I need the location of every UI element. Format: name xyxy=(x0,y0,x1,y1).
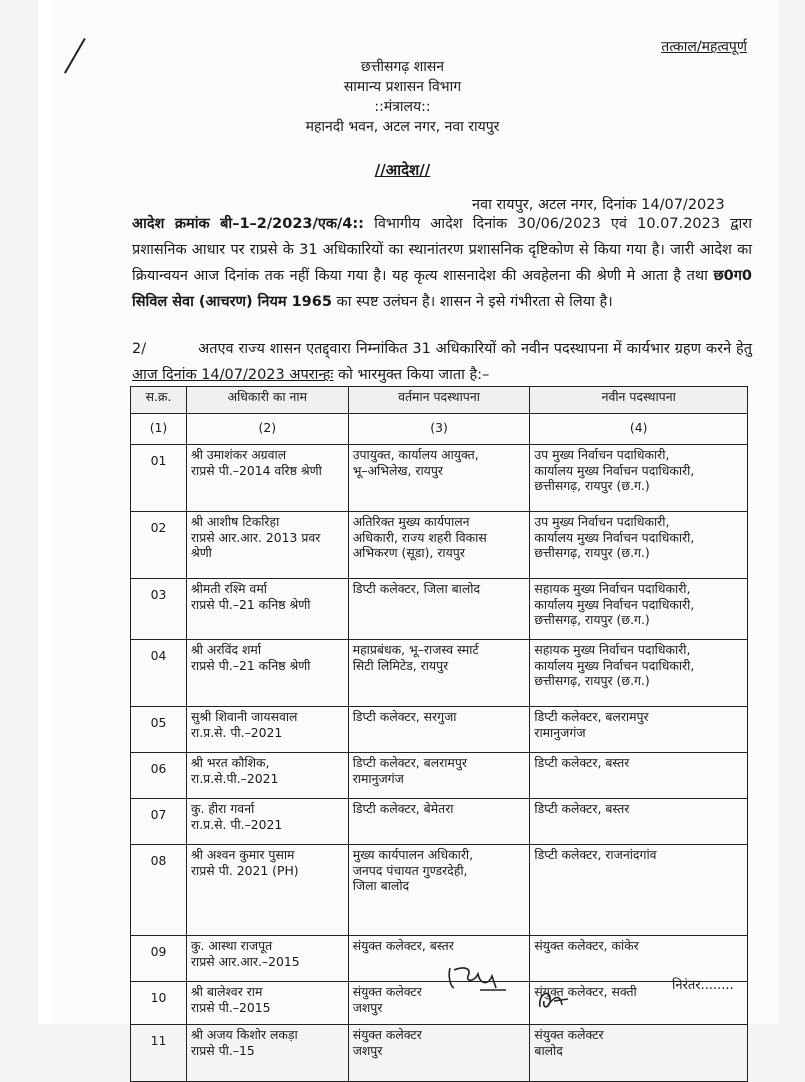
table-row xyxy=(131,982,748,1025)
place-date: नवा रायपुर, अटल नगर, दिनांक 14/07/2023 xyxy=(472,197,725,213)
row-officer-name: श्री अरविंद शर्मा राप्रसे पी.–21 कनिष्ठ श्रेणी xyxy=(186,640,348,707)
row-sn: 08 xyxy=(131,845,187,936)
table-header-row xyxy=(131,387,748,414)
col-num-2: (2) xyxy=(186,414,348,445)
row-sn: 01 xyxy=(131,445,187,512)
row-officer-name: श्रीमती रश्मि वर्मा राप्रसे पी.–21 कनिष्ठ श्रेणी xyxy=(186,579,348,640)
row-new-posting: संयुक्त कलेक्टर, सक्ती xyxy=(530,982,748,1025)
row-officer-name: श्री आशीष टिकरिहा राप्रसे आर.आर. 2013 प्रवर श्रेणी xyxy=(186,512,348,579)
row-sn: 06 xyxy=(131,753,187,799)
transfer-table xyxy=(130,386,748,1082)
priority-tag: तत्काल/महत्वपूर्ण xyxy=(661,39,747,55)
row-current-posting: डिप्टी कलेक्टर, जिला बालोद xyxy=(348,579,530,640)
col-num-1: (1) xyxy=(131,414,187,445)
row-sn: 09 xyxy=(131,936,187,982)
row-sn: 05 xyxy=(131,707,187,753)
row-officer-name: कु. हीरा गवर्ना रा.प्र.से. पी.–2021 xyxy=(186,799,348,845)
department-name: सामान्य प्रशासन विभाग xyxy=(343,79,462,95)
row-sn: 10 xyxy=(131,982,187,1025)
row-new-posting: संयुक्त कलेक्टर, कांकेर xyxy=(530,936,748,982)
table-row xyxy=(131,936,748,982)
row-current-posting: उपायुक्त, कार्यालय आयुक्त, भू–अभिलेख, रायपुर xyxy=(348,445,530,512)
row-sn: 04 xyxy=(131,640,187,707)
row-sn: 03 xyxy=(131,579,187,640)
row-current-posting: डिप्टी कलेक्टर, बेमेतरा xyxy=(348,799,530,845)
signature-2 xyxy=(534,985,572,1015)
header-name: अधिकारी का नाम xyxy=(186,387,348,414)
row-current-posting: डिप्टी कलेक्टर, बलरामपुर रामानुजगंज xyxy=(348,753,530,799)
address-line: महानदी भवन, अटल नगर, नवा रायपुर xyxy=(305,119,500,135)
page-margin xyxy=(38,0,52,1024)
table-row xyxy=(131,640,748,707)
table-row xyxy=(131,579,748,640)
relieve-date: आज दिनांक 14/07/2023 अपरान्हः xyxy=(132,367,334,383)
row-new-posting: उप मुख्य निर्वाचन पदाधिकारी, कार्यालय मुख्य निर्वाचन पदाधिकारी, छत्तीसगढ़, रायपुर (छ.ग.) xyxy=(530,445,748,512)
table-row xyxy=(131,799,748,845)
para2-end: को भारमुक्त किया जाता है:– xyxy=(333,367,490,383)
row-sn: 02 xyxy=(131,512,187,579)
row-new-posting: सहायक मुख्य निर्वाचन पदाधिकारी, कार्यालय मुख्य निर्वाचन पदाधिकारी, छत्तीसगढ़, रायपुर (छ.ग.) xyxy=(530,579,748,640)
row-new-posting: डिप्टी कलेक्टर, बलरामपुर रामानुजगंज xyxy=(530,707,748,753)
row-sn: 11 xyxy=(131,1025,187,1082)
paragraph-1 xyxy=(132,211,752,315)
row-sn: 07 xyxy=(131,799,187,845)
table-row xyxy=(131,753,748,799)
table-row xyxy=(131,1025,748,1082)
row-new-posting: डिप्टी कलेक्टर, बस्तर xyxy=(530,799,748,845)
paragraph-2 xyxy=(132,336,752,388)
col-num-3: (3) xyxy=(348,414,530,445)
row-officer-name: सुश्री शिवानी जायसवाल रा.प्र.से. पी.–2021 xyxy=(186,707,348,753)
row-current-posting: संयुक्त कलेक्टर जशपुर xyxy=(348,1025,530,1082)
table-row xyxy=(131,707,748,753)
row-new-posting: डिप्टी कलेक्टर, राजनांदगांव xyxy=(530,845,748,936)
row-officer-name: श्री बालेश्वर राम राप्रसे पी.–2015 xyxy=(186,982,348,1025)
continued-label: निरंतर........ xyxy=(672,978,734,993)
para2-number: 2/ xyxy=(132,341,147,357)
row-current-posting: संयुक्त कलेक्टर जशपुर xyxy=(348,982,530,1025)
order-number: आदेश क्रमांक बी–1–2/2023/एक/4:: xyxy=(132,216,364,232)
row-current-posting: महाप्रबंधक, भू–राजस्व स्मार्ट सिटी लिमिटेड, रायपुर xyxy=(348,640,530,707)
row-current-posting: मुख्य कार्यपालन अधिकारी, जनपद पंचायत गुण्डरदेही, जिला बालोद xyxy=(348,845,530,936)
header-current-posting: वर्तमान पदस्थापना xyxy=(348,387,530,414)
row-officer-name: श्री अजय किशोर लकड़ा राप्रसे पी.–15 xyxy=(186,1025,348,1082)
para1-end: का स्पष्ट उलंघन है। शासन ने इसे गंभीरता से लिया है। xyxy=(331,294,613,310)
row-officer-name: श्री उमाशंकर अग्रवाल राप्रसे पी.–2014 वरिष्ठ श्रेणी xyxy=(186,445,348,512)
row-new-posting: संयुक्त कलेक्टर बालोद xyxy=(530,1025,748,1082)
row-current-posting: संयुक्त कलेक्टर, बस्तर xyxy=(348,936,530,982)
table-row xyxy=(131,845,748,936)
row-current-posting: डिप्टी कलेक्टर, सरगुजा xyxy=(348,707,530,753)
conduct-rule: छ0ग0 सिविल सेवा (आचरण) नियम 1965 xyxy=(132,268,752,310)
govt-name: छत्तीसगढ़ शासन xyxy=(360,59,445,75)
table-row xyxy=(131,512,748,579)
column-number-row xyxy=(131,414,748,445)
ministry-label: ::मंत्रालय:: xyxy=(374,99,431,115)
row-officer-name: श्री अश्वन कुमार पुसाम राप्रसे पी. 2021 (PH) xyxy=(186,845,348,936)
para1-text: विभागीय आदेश दिनांक 30/06/2023 एवं 10.07.2023 द्वारा प्रशासनिक आधार पर राप्रसे के 31 अधिकारियों का स्थानांतरण प्रशासनिक दृष्टिकोण से किया गया है। जारी आदेश का क्रियान्वयन आज दिनांक तक नहीं किया गया है। यह कृत्य शासनादेश की अवहेलना की श्रेणी मे आता है तथा xyxy=(132,216,752,284)
row-new-posting: सहायक मुख्य निर्वाचन पदाधिकारी, कार्यालय मुख्य निर्वाचन पदाधिकारी, छत्तीसगढ़, रायपुर (छ.ग.) xyxy=(530,640,748,707)
col-num-4: (4) xyxy=(530,414,748,445)
row-new-posting: उप मुख्य निर्वाचन पदाधिकारी, कार्यालय मुख्य निर्वाचन पदाधिकारी, छत्तीसगढ़, रायपुर (छ.ग.) xyxy=(530,512,748,579)
para2-text: अतएव राज्य शासन एतद्द्वारा निम्नांकित 31 अधिकारियों को नवीन पदस्थापना में कार्यभार ग्रहण करने हेतु xyxy=(198,341,752,357)
table-row xyxy=(131,445,748,512)
row-officer-name: श्री भरत कौशिक, रा.प्र.से.पी.–2021 xyxy=(186,753,348,799)
header-sn: स.क्र. xyxy=(131,387,187,414)
header-new-posting: नवीन पदस्थापना xyxy=(530,387,748,414)
row-new-posting: डिप्टी कलेक्टर, बस्तर xyxy=(530,753,748,799)
row-current-posting: अतिरिक्त मुख्य कार्यपालन अधिकारी, राज्य शहरी विकास अभिकरण (सूडा), रायपुर xyxy=(348,512,530,579)
signature-1 xyxy=(444,962,510,994)
order-title: //आदेश// xyxy=(374,161,431,179)
row-officer-name: कु. आस्था राजपूत राप्रसे आर.आर.–2015 xyxy=(186,936,348,982)
